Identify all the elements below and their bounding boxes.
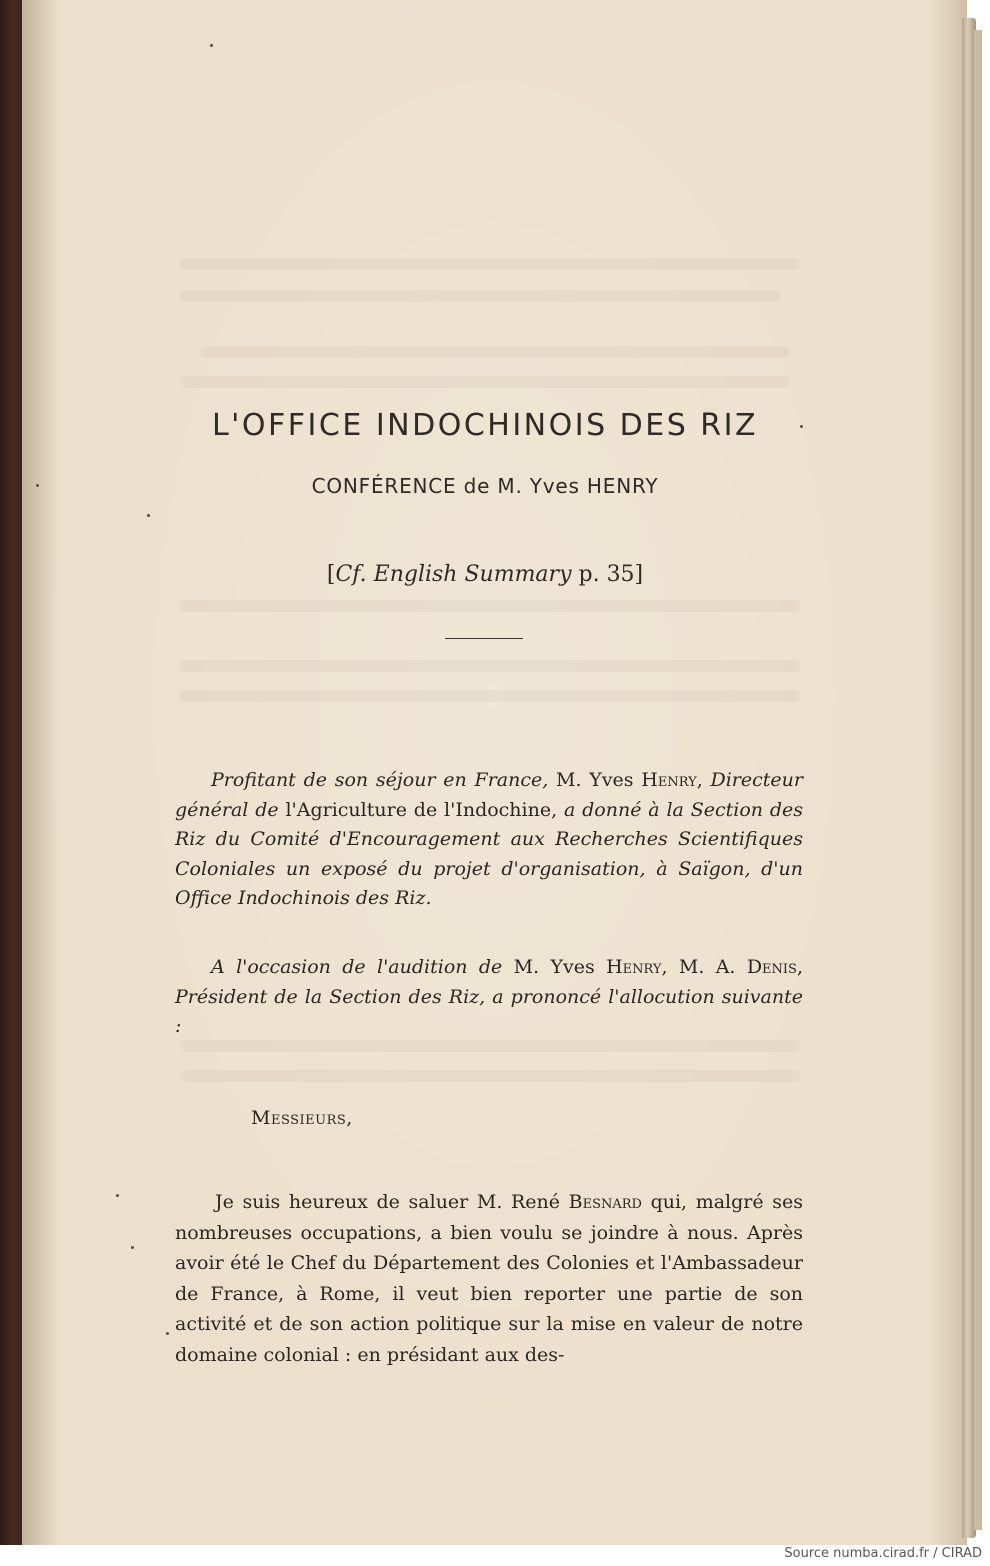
paper-speck bbox=[210, 44, 213, 47]
text-run: , bbox=[796, 956, 803, 978]
text-run: Profitant de son séjour en France, bbox=[211, 769, 557, 791]
paper-speck bbox=[147, 514, 150, 517]
salutation: Messieurs, bbox=[251, 1107, 353, 1129]
reference-rest: p. 35] bbox=[571, 562, 644, 587]
text-run: a donné à la Section des Riz du Comité d'Encouragement aux Recherches Scientifiques Coloniales un exposé du projet d'organisation, à Saïgon, d'un Office Indochinois des Riz. bbox=[175, 798, 803, 909]
reference-note bbox=[0, 562, 970, 587]
document-title: L'OFFICE INDOCHINOIS DES RIZ bbox=[211, 408, 759, 443]
reference-open: [ bbox=[326, 562, 336, 587]
text-run: Président de la Section des Riz, a prononcé l'allocution suivante : bbox=[175, 985, 803, 1037]
text-run: M. Yves bbox=[513, 956, 607, 978]
text-run: Henry bbox=[641, 769, 697, 791]
audition-paragraph bbox=[175, 953, 803, 1042]
paper-speck bbox=[166, 1332, 169, 1335]
document-subtitle: CONFÉRENCE de M. Yves HENRY bbox=[311, 474, 659, 498]
text-run: qui, malgré ses nombreuses occupations, a bien voulu se joindre à nous. Après avoir été le Chef du Département des Colonies et l'Ambassadeur de France, à Rome, il veut bien reporter une partie de son activité et de son action politique sur la mise en valeur de notre domaine colonial : en présidant aux des- bbox=[175, 1191, 803, 1366]
text-run: Henry bbox=[606, 956, 662, 978]
paper-speck bbox=[800, 425, 803, 428]
source-credit: Source numba.cirad.fr / CIRAD bbox=[784, 1546, 982, 1561]
reference-italic: Cf. English Summary bbox=[335, 562, 572, 587]
text-run: A l'occasion de l'audition de bbox=[211, 956, 514, 978]
paper-speck bbox=[131, 1246, 134, 1249]
text-run: , bbox=[696, 769, 711, 791]
text-run: Directeur général de bbox=[175, 769, 803, 821]
paper-speck bbox=[116, 1194, 119, 1197]
intro-paragraph bbox=[175, 766, 803, 914]
text-run: l'Agriculture de l'Indochine, bbox=[285, 798, 564, 821]
text-run: Denis bbox=[746, 956, 797, 978]
text-run: Je suis heureux de saluer M. René bbox=[215, 1191, 569, 1213]
text-run: , M. A. bbox=[661, 956, 747, 978]
text-run: M. Yves bbox=[556, 769, 642, 791]
speech-paragraph bbox=[175, 1187, 803, 1370]
section-divider bbox=[445, 638, 523, 639]
text-run: Besnard bbox=[568, 1191, 642, 1213]
paper-speck bbox=[36, 484, 39, 487]
